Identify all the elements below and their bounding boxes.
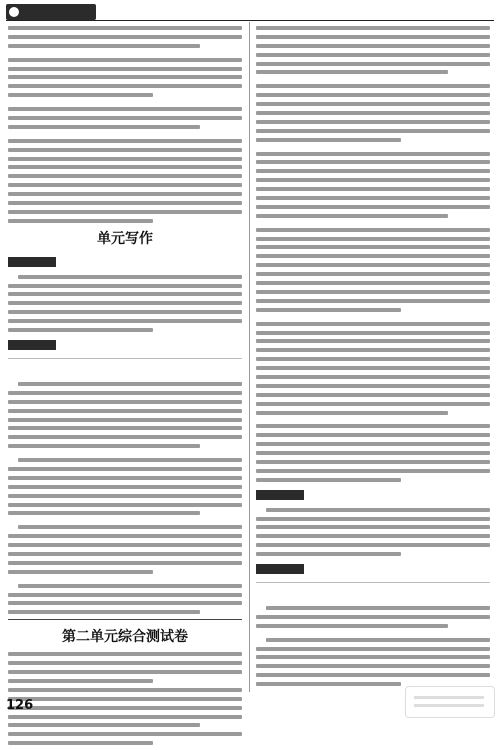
sample-essay-tag (8, 340, 56, 350)
sample-essay-tag-2 (256, 564, 304, 574)
section-rule (8, 619, 242, 620)
sample-essay-2 (256, 582, 490, 686)
sample-essay (8, 358, 242, 614)
essay-title-2 (256, 591, 490, 600)
book-logo-icon (6, 4, 96, 20)
unit-writing-heading: 单元写作 (97, 230, 153, 247)
footer-caption (36, 706, 146, 710)
page-number: 126 (6, 698, 34, 713)
column-divider (249, 22, 250, 692)
writing-guide-tag (8, 257, 56, 267)
header-rule (6, 20, 494, 21)
page-header (6, 4, 494, 20)
right-column (256, 26, 490, 691)
essay-title (8, 367, 242, 376)
unit-test-heading: 第二单元综合测试卷 (62, 629, 188, 646)
watermark-icon (405, 686, 495, 718)
writing-guide-tag-2 (256, 490, 304, 500)
left-column (8, 26, 242, 750)
